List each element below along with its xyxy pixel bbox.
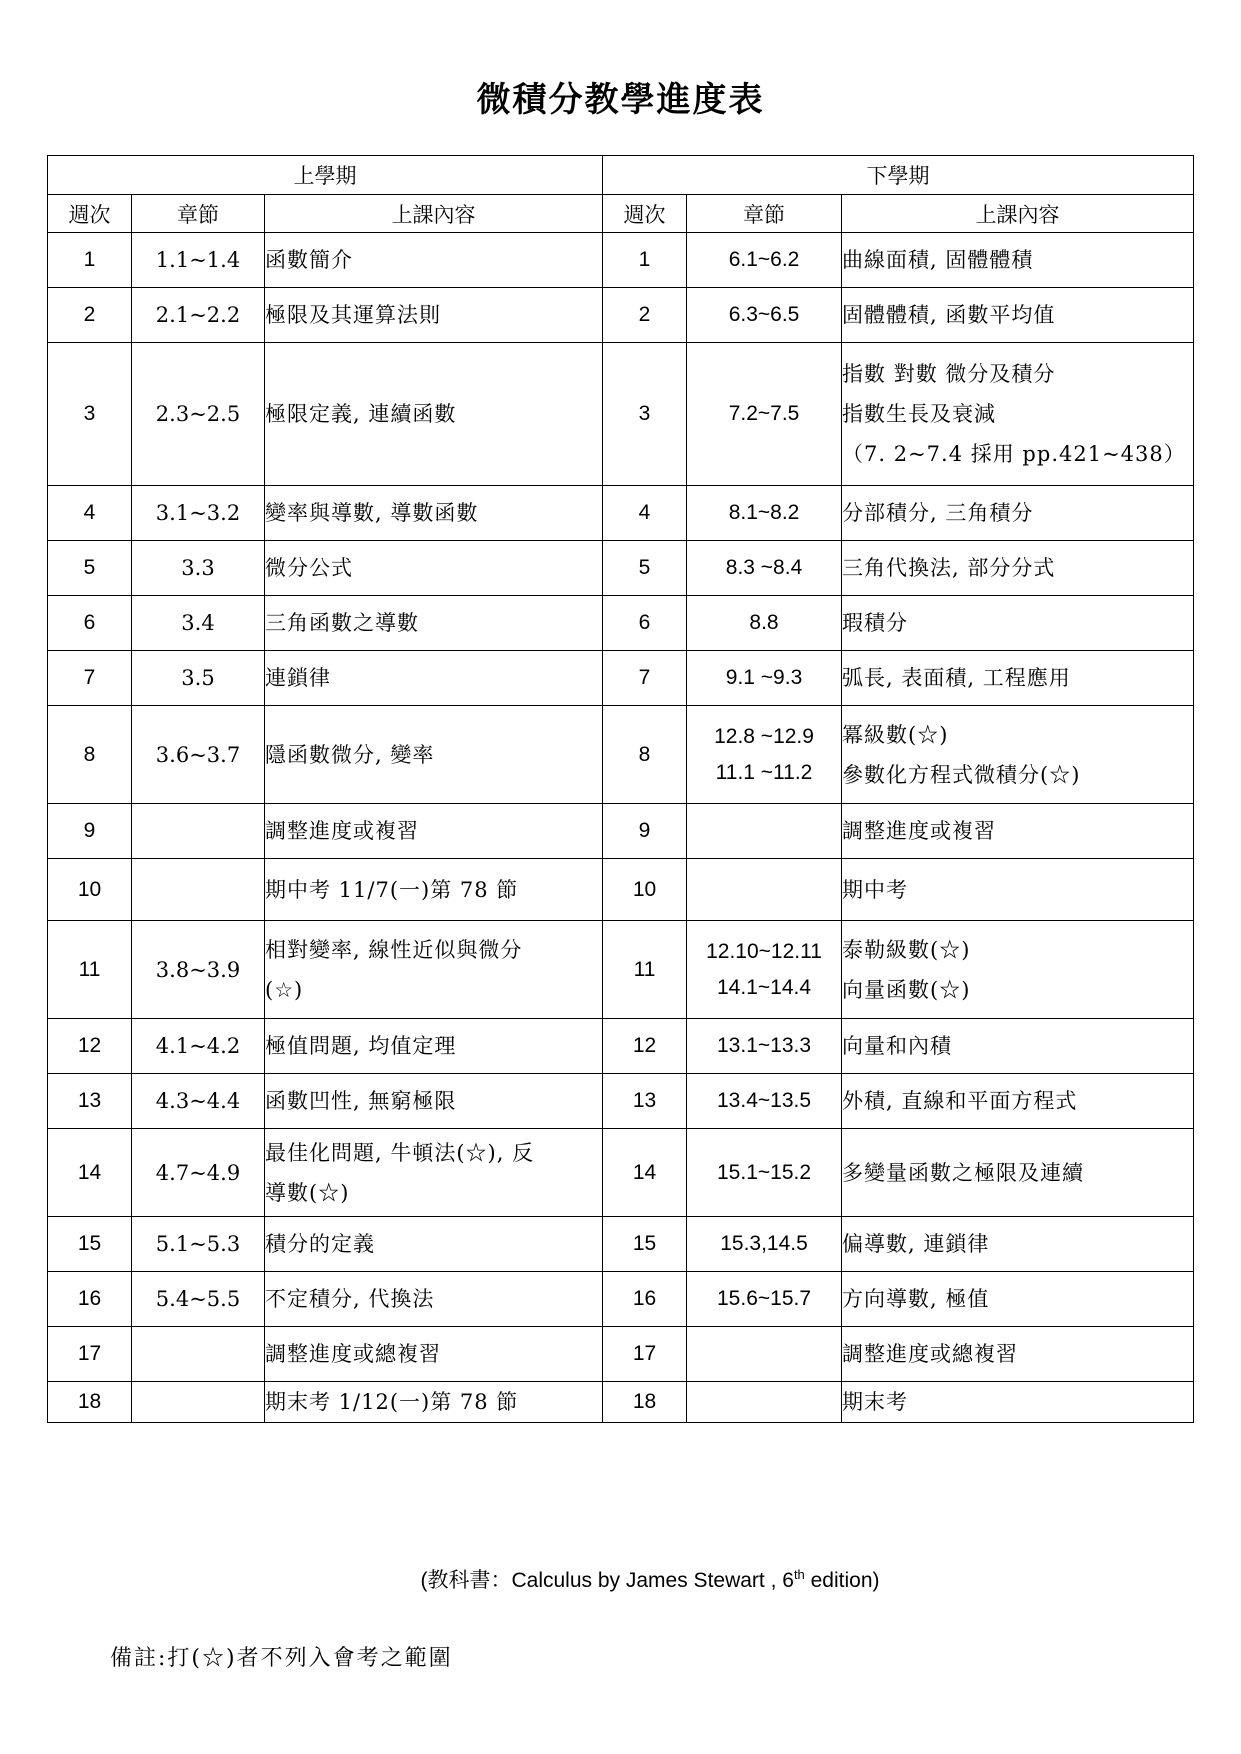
content-cell [842,288,1194,343]
content-line: 分部積分, 三角積分 [842,501,1034,525]
chapter-cell [687,804,842,859]
content-line: 方向導數, 極值 [842,1287,990,1311]
content-cell [842,1272,1194,1327]
table-row [48,804,1194,859]
content-cell [265,288,603,343]
chapter-cell [687,1382,842,1423]
content-cell [842,921,1194,1019]
chapter-cell: 8.1~8.2 [687,486,842,541]
chapter-cell [132,804,265,859]
content-line: 極限定義, 連續函數 [265,402,457,426]
content-cell [842,541,1194,596]
week-cell: 15 [603,1217,687,1272]
content-line: 調整進度或總複習 [842,1342,1019,1366]
content-cell [842,651,1194,706]
chapter-cell: 3.5 [132,651,265,706]
table-row [48,1074,1194,1129]
content-cell [265,859,603,921]
col-content-header: 上課內容 [842,195,1194,233]
content-line: 向量和內積 [842,1034,953,1058]
content-cell [265,596,603,651]
content-line: 弧長, 表面積, 工程應用 [842,666,1071,690]
content-line: 瑕積分 [842,611,909,635]
week-cell: 18 [603,1382,687,1423]
chapter-cell: 5.4~5.5 [132,1272,265,1327]
chapter-line: 12.8 ~12.9 [714,724,814,748]
chapter-cell [132,1382,265,1423]
week-cell: 11 [48,921,132,1019]
content-line: 極限及其運算法則 [265,303,441,327]
content-line: 函數凹性, 無窮極限 [265,1089,457,1113]
table-row [48,541,1194,596]
chapter-cell: 5.1~5.3 [132,1217,265,1272]
chapter-cell [687,706,842,804]
content-cell [265,1217,603,1272]
content-cell [842,1217,1194,1272]
content-cell [265,921,603,1019]
table-row [48,1382,1194,1423]
chapter-cell: 4.1~4.2 [132,1019,265,1074]
chapter-cell: 1.1~1.4 [132,233,265,288]
content-line: 連鎖律 [265,666,331,690]
chapter-cell [687,859,842,921]
week-cell: 3 [603,343,687,486]
content-cell [842,1327,1194,1382]
week-cell: 6 [48,596,132,651]
content-cell [265,486,603,541]
content-cell [265,1327,603,1382]
content-line: 調整進度或複習 [842,819,997,843]
content-cell [265,233,603,288]
content-line: 指數生長及衰減 [842,402,997,426]
table-row [48,1129,1194,1217]
chapter-cell: 3.1~3.2 [132,486,265,541]
content-cell [265,1272,603,1327]
chapter-cell [687,921,842,1019]
table-row [48,651,1194,706]
table-row [48,706,1194,804]
col-week-header: 週次 [603,195,687,233]
table-row [48,343,1194,486]
table-row [48,233,1194,288]
week-cell: 6 [603,596,687,651]
content-cell [265,706,603,804]
chapter-cell: 8.3 ~8.4 [687,541,842,596]
table-row [48,921,1194,1019]
content-line: 泰勒級數(☆) [842,937,971,962]
week-cell: 10 [603,859,687,921]
content-line: 微分公式 [265,556,353,580]
content-cell [842,1382,1194,1423]
chapter-cell: 15.1~15.2 [687,1129,842,1217]
week-cell: 9 [603,804,687,859]
content-line: 固體體積, 函數平均值 [842,303,1056,327]
textbook-caption-main: (教科書：Calculus by James Stewart , 6 [420,1569,794,1592]
chapter-cell: 4.3~4.4 [132,1074,265,1129]
content-line: 調整進度或複習 [265,819,419,843]
content-line: 冪級數(☆) [842,722,949,747]
week-cell: 17 [48,1327,132,1382]
chapter-cell: 15.6~15.7 [687,1272,842,1327]
week-cell: 1 [48,233,132,288]
col-chapter-header: 章節 [687,195,842,233]
content-line: 極值問題, 均值定理 [265,1034,457,1058]
week-cell: 17 [603,1327,687,1382]
content-line: 調整進度或總複習 [265,1342,441,1366]
chapter-cell: 3.4 [132,596,265,651]
content-line: 最佳化問題, 牛頓法(☆), 反 [265,1140,535,1165]
chapter-cell: 3.3 [132,541,265,596]
content-line: 隱函數微分, 變率 [265,742,435,767]
content-line: 參數化方程式微積分(☆) [842,762,1081,787]
week-cell: 14 [48,1129,132,1217]
table-row [48,1217,1194,1272]
content-line: 三角函數之導數 [265,611,419,635]
week-cell: 12 [603,1019,687,1074]
content-cell [842,859,1194,921]
chapter-cell: 7.2~7.5 [687,343,842,486]
week-cell: 7 [603,651,687,706]
content-cell [842,596,1194,651]
chapter-line: 14.1~14.4 [717,975,812,999]
textbook-caption [0,1564,1241,1594]
week-cell: 4 [48,486,132,541]
week-cell: 9 [48,804,132,859]
content-line: 多變量函數之極限及連續 [842,1160,1085,1185]
schedule-table [47,155,1194,1423]
content-line: 曲線面積, 固體體積 [842,248,1034,272]
week-cell: 15 [48,1217,132,1272]
content-cell [265,1382,603,1423]
content-cell [842,343,1194,486]
chapter-cell: 13.4~13.5 [687,1074,842,1129]
content-cell [842,1019,1194,1074]
chapter-cell: 15.3,14.5 [687,1217,842,1272]
col-content-header: 上課內容 [265,195,603,233]
content-line: 積分的定義 [265,1232,375,1256]
remark-note: 備註:打(☆)者不列入會考之範圍 [110,1646,453,1671]
textbook-caption-end: edition) [804,1569,880,1592]
content-cell [842,233,1194,288]
content-line: 導數(☆) [265,1180,350,1205]
content-line: 偏導數, 連鎖律 [842,1232,990,1256]
content-cell [265,541,603,596]
table-row [48,596,1194,651]
week-cell: 2 [48,288,132,343]
content-line: 向量函數(☆) [842,977,971,1002]
content-line: 外積, 直線和平面方程式 [842,1089,1078,1113]
week-cell: 12 [48,1019,132,1074]
content-line: 變率與導數, 導數函數 [265,501,479,525]
chapter-cell: 4.7~4.9 [132,1129,265,1217]
content-line: 期中考 [842,877,909,902]
week-cell: 3 [48,343,132,486]
content-line: 三角代換法, 部分分式 [842,556,1056,580]
week-cell: 18 [48,1382,132,1423]
week-cell: 14 [603,1129,687,1217]
table-row [48,1327,1194,1382]
textbook-caption-sup: th [793,1567,805,1582]
chapter-cell: 13.1~13.3 [687,1019,842,1074]
week-cell: 7 [48,651,132,706]
chapter-line: 12.10~12.11 [706,939,822,963]
schedule-rows [48,233,1194,1423]
document-title: 微積分教學進度表 [476,80,765,120]
content-cell [842,706,1194,804]
content-line: 期末考 1/12(一)第 78 節 [265,1390,519,1414]
content-cell [265,1129,603,1217]
chapter-cell: 3.6~3.7 [132,706,265,804]
content-line: 期末考 [842,1390,909,1414]
chapter-cell: 2.3~2.5 [132,343,265,486]
week-cell: 5 [603,541,687,596]
content-cell [265,1019,603,1074]
table-row [48,288,1194,343]
week-cell: 1 [603,233,687,288]
week-cell: 5 [48,541,132,596]
content-cell [265,1074,603,1129]
content-cell [265,343,603,486]
content-cell [842,486,1194,541]
content-line: （7. 2~7.4 採用 pp.421~438） [842,442,1186,466]
col-week-header: 週次 [48,195,132,233]
table-row [48,859,1194,921]
chapter-cell: 2.1~2.2 [132,288,265,343]
content-cell [265,804,603,859]
content-cell [842,1074,1194,1129]
chapter-cell: 8.8 [687,596,842,651]
chapter-cell: 9.1 ~9.3 [687,651,842,706]
chapter-cell: 6.3~6.5 [687,288,842,343]
week-cell: 8 [48,706,132,804]
week-cell: 16 [603,1272,687,1327]
table-row [48,1019,1194,1074]
col-chapter-header: 章節 [132,195,265,233]
chapter-cell [132,1327,265,1382]
week-cell: 8 [603,706,687,804]
content-line: 不定積分, 代換法 [265,1287,435,1311]
semester-1-header: 上學期 [48,156,603,195]
chapter-cell: 6.1~6.2 [687,233,842,288]
chapter-cell [687,1327,842,1382]
chapter-line: 11.1 ~11.2 [715,760,813,784]
semester-2-header: 下學期 [603,156,1194,195]
content-cell [842,804,1194,859]
content-line: 指數 對數 微分及積分 [842,362,1056,386]
content-cell [265,651,603,706]
content-line: 相對變率, 線性近似與微分 [265,937,523,962]
chapter-cell: 3.8~3.9 [132,921,265,1019]
week-cell: 2 [603,288,687,343]
chapter-cell [132,859,265,921]
content-line: (☆) [265,977,304,1002]
week-cell: 10 [48,859,132,921]
week-cell: 13 [603,1074,687,1129]
content-line: 期中考 11/7(一)第 78 節 [265,877,519,902]
week-cell: 16 [48,1272,132,1327]
content-line: 函數簡介 [265,248,353,272]
week-cell: 4 [603,486,687,541]
week-cell: 11 [603,921,687,1019]
table-row [48,1272,1194,1327]
table-row [48,486,1194,541]
week-cell: 13 [48,1074,132,1129]
content-cell [842,1129,1194,1217]
